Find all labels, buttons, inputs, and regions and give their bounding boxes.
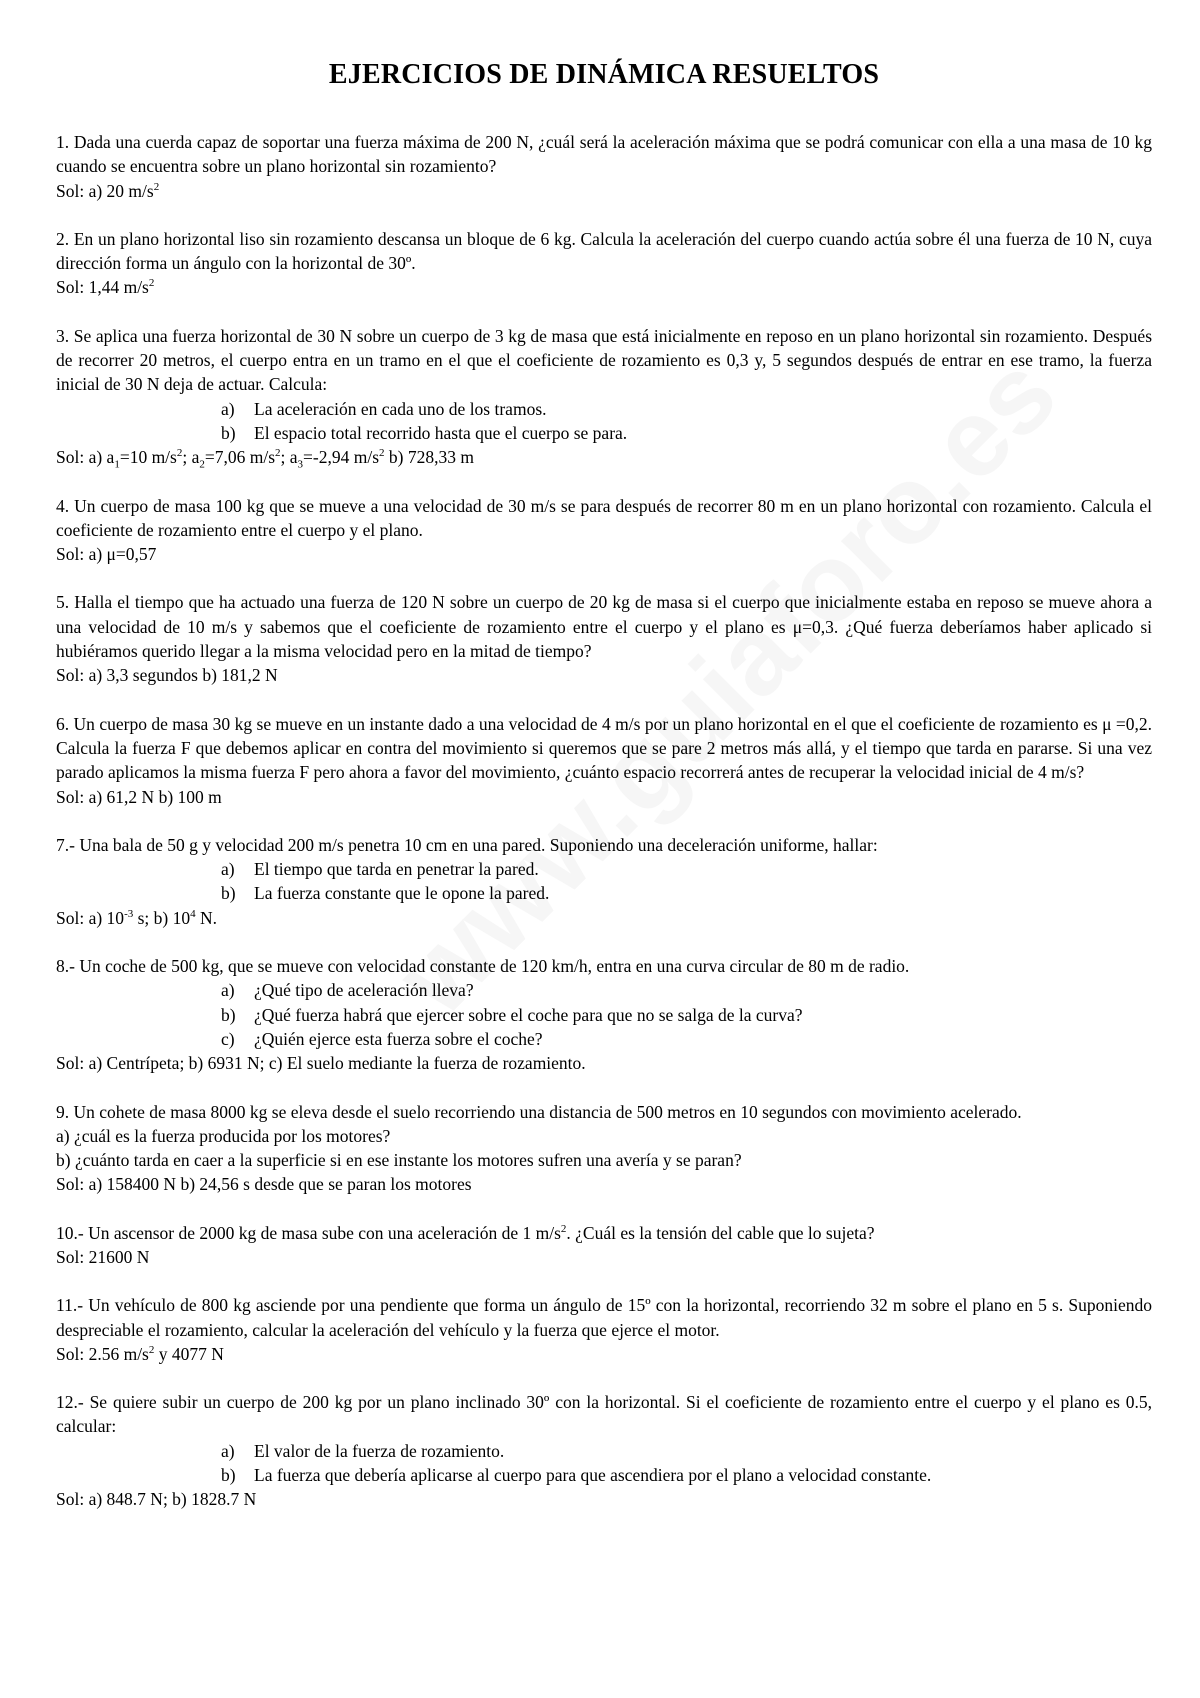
exercise-solution: Sol: 21600 N	[56, 1246, 150, 1267]
exercise-statement: 5. Halla el tiempo que ha actuado una fuerza de 120 N sobre un cuerpo de 20 kg de masa si el cuerpo que inicialmente estaba en reposo se mueve ahora a una velocidad de 10 m/s y sabemos que el coeficiente de rozamiento entre el cuerpo y el plano es μ=0,3. ¿Qué fuerza deberíamos haber aplicado si hubiéramos querido llegar a la misma velocidad pero en la mitad de tiempo?	[56, 592, 1152, 662]
exercise-6	[56, 712, 1152, 809]
sub-question-list	[56, 978, 1152, 1051]
exercise-solution: Sol: a) 20 $m/s^2$	[56, 180, 160, 201]
exercise-statement: 9. Un cohete de masa 8000 kg se eleva desde el suelo recorriendo una distancia de 500 metros en 10 segundos con movimiento acelerado.	[56, 1101, 1022, 1122]
page-title: EJERCICIOS DE DINÁMICA RESUELTOS	[328, 59, 880, 90]
exercise-10	[56, 1221, 1152, 1270]
exercise-solution: Sol: a) 61,2 N b) 100 m	[56, 786, 222, 807]
exercise-statement: 11.- Un vehículo de 800 kg asciende por una pendiente que forma un ángulo de 15º con la horizontal, recorriendo 32 m sobre el plano en 5 s. Suponiendo despreciable el rozamiento, calcular la aceleración del vehículo y la fuerza que ejerce el motor.	[56, 1295, 1152, 1340]
exercise-statement: 2. En un plano horizontal liso sin rozamiento descansa un bloque de 6 kg. Calcula la aceleración del cuerpo cuando actúa sobre él una fuerza de 10 N, cuya dirección forma un ángulo con la horizontal de 30º.	[56, 228, 1152, 274]
exercise-statement: 7.- Una bala de 50 g y velocidad 200 m/s penetra 10 cm en una pared. Suponiendo una deceleración uniforme, hallar:	[56, 834, 878, 855]
exercise-8	[56, 954, 1152, 1075]
exercise-12	[56, 1390, 1152, 1511]
exercise-7	[56, 833, 1152, 930]
exercise-11	[56, 1293, 1152, 1366]
sub-question-list	[56, 857, 1152, 906]
exercise-5	[56, 590, 1152, 687]
list-item: a) El tiempo que tarda en penetrar la pared.	[221, 859, 539, 880]
sub-question: b) ¿cuánto tarda en caer a la superficie si en ese instante los motores sufren una avería y se paran?	[56, 1150, 742, 1171]
exercise-4	[56, 494, 1152, 567]
exercise-statement: 1. Dada una cuerda capaz de soportar una fuerza máxima de 200 N, ¿cuál será la aceleración máxima que se podrá comunicar con ella a una masa de 10 kg cuando se encuentra sobre un plano horizontal sin rozamiento?	[56, 132, 1152, 177]
list-item: a) La aceleración en cada uno de los tramos.	[221, 398, 547, 419]
exercise-solution: Sol: a) 158400 N b) 24,56 s desde que se paran los motores	[56, 1174, 472, 1195]
exercise-statement: 8.- Un coche de 500 kg, que se mueve con velocidad constante de 120 km/h, entra en una curva circular de 80 m de radio.	[56, 956, 910, 977]
exercise-statement: 4. Un cuerpo de masa 100 kg que se mueve a una velocidad de 30 m/s se para después de recorrer 80 m en un plano horizontal con rozamiento. Calcula el coeficiente de rozamiento entre el cuerpo y el plano.	[56, 495, 1152, 540]
exercise-solution: Sol: 1,44 $m/s^2$	[56, 277, 155, 298]
exercise-solution: Sol: a) 848.7 N; b) 1828.7 N	[56, 1489, 257, 1510]
list-item: c) ¿Quién ejerce esta fuerza sobre el coche?	[221, 1028, 543, 1049]
exercise-solution: Sol: a) $10^{-3}$ s; b) $10^4$ N.	[56, 907, 217, 928]
sub-question: a) ¿cuál es la fuerza producida por los motores?	[56, 1125, 391, 1146]
list-item: b) ¿Qué fuerza habrá que ejercer sobre el coche para que no se salga de la curva?	[221, 1004, 803, 1025]
list-item: a) El valor de la fuerza de rozamiento.	[221, 1440, 505, 1461]
exercise-solution: Sol: a) $a_1=10$ $m/s^2$; $a_2=7,06$ $m/s^2$; $a_3=-2,94$ $m/s^2$ b) 728,33 m	[56, 447, 474, 471]
exercise-solution: Sol: 2.56 $m/s^2$ y 4077 N	[56, 1343, 224, 1364]
exercise-2	[56, 227, 1152, 300]
exercise-3	[56, 324, 1152, 470]
list-item: b) La fuerza que debería aplicarse al cuerpo para que ascendiera por el plano a velocidad constante.	[221, 1465, 932, 1486]
sub-question-list	[56, 1439, 1152, 1488]
exercise-1	[56, 130, 1152, 203]
exercise-statement: 6. Un cuerpo de masa 30 kg se mueve en un instante dado a una velocidad de 4 m/s por un plano horizontal en el que el coeficiente de rozamiento es μ =0,2. Calcula la fuerza F que debemos aplicar en contra del movimiento si queremos que se pare 2 metros más allá, y el tiempo que tarda en pararse. Si una vez parado aplicamos la misma fuerza F pero ahora a favor del movimiento, ¿cuánto espacio recorrerá antes de recuperar la velocidad inicial de 4 m/s?	[56, 713, 1152, 783]
sub-question-list	[56, 397, 1152, 446]
exercise-statement: 12.- Se quiere subir un cuerpo de 200 kg por un plano inclinado 30º con la horizontal. Si el coeficiente de rozamiento entre el cuerpo y el plano es 0.5, calcular:	[56, 1392, 1152, 1437]
exercise-solution: Sol: a) Centrípeta; b) 6931 N; c) El suelo mediante la fuerza de rozamiento.	[56, 1053, 586, 1074]
list-item: a) ¿Qué tipo de aceleración lleva?	[221, 980, 474, 1001]
exercise-9	[56, 1100, 1152, 1197]
exercise-statement: 3. Se aplica una fuerza horizontal de 30 N sobre un cuerpo de 3 kg de masa que está inicialmente en reposo en un plano horizontal sin rozamiento. Después de recorrer 20 metros, el cuerpo entra en un tramo en el que el coeficiente de rozamiento es 0,3 y, 5 segundos después de entrar en ese tramo, la fuerza inicial de 30 N deja de actuar. Calcula:	[56, 325, 1152, 395]
exercise-solution: Sol: a) 3,3 segundos b) 181,2 N	[56, 665, 278, 686]
exercise-solution: Sol: a) μ=0,57	[56, 544, 157, 565]
list-item: b) La fuerza constante que le opone la pared.	[221, 883, 550, 904]
exercise-statement: 10.- Un ascensor de 2000 kg de masa sube con una aceleración de 1 $m/s^2$. ¿Cuál es la tensión del cable que lo sujeta?	[56, 1222, 875, 1243]
list-item: b) El espacio total recorrido hasta que el cuerpo se para.	[221, 422, 628, 443]
